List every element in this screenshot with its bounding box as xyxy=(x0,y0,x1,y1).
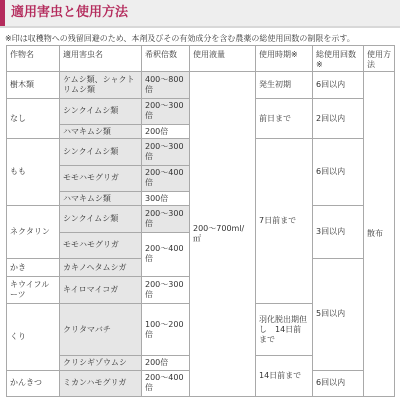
header-pest: 適用害虫名 xyxy=(60,46,142,72)
pest-cell: ケムシ類、シャクトリムシ類 xyxy=(60,72,142,98)
dilution-cell: 300倍 xyxy=(142,192,190,206)
dilution-cell: 100〜200倍 xyxy=(142,303,190,356)
crop-cell: 樹木類 xyxy=(7,72,60,98)
section-title: 適用害虫と使用方法 xyxy=(11,5,129,20)
pest-cell: シンクイムシ類 xyxy=(60,98,142,124)
pest-cell: シンクイムシ類 xyxy=(60,139,142,165)
header-count: 総使用回数※ xyxy=(313,46,364,72)
crop-cell: くり xyxy=(7,303,60,370)
table-header-row xyxy=(7,46,395,72)
pest-cell: キイロマイコガ xyxy=(60,277,142,303)
pest-cell: クリシギゾウムシ xyxy=(60,356,142,370)
pest-cell: モモハモグリガ xyxy=(60,165,142,191)
count-cell: 5回以内 xyxy=(313,259,364,371)
dilution-cell: 200〜300倍 xyxy=(142,206,190,232)
header-volume: 使用液量 xyxy=(190,46,256,72)
crop-cell: キウイフルーツ xyxy=(7,277,60,303)
timing-cell: 発生初期 xyxy=(256,72,313,98)
dilution-cell: 200倍 xyxy=(142,356,190,370)
header-crop: 作物名 xyxy=(7,46,60,72)
count-cell: 2回以内 xyxy=(313,98,364,139)
volume-cell: 200〜700ml/㎡ xyxy=(190,72,256,397)
count-cell: 3回以内 xyxy=(313,206,364,259)
crop-cell: かき xyxy=(7,259,60,277)
dilution-cell: 200〜400倍 xyxy=(142,370,190,396)
count-cell: 6回以内 xyxy=(313,370,364,396)
usage-table xyxy=(6,45,395,397)
pest-cell: ハマキムシ類 xyxy=(60,125,142,139)
header-timing: 使用時期※ xyxy=(256,46,313,72)
pest-cell: クリタマバチ xyxy=(60,303,142,356)
dilution-cell: 200〜300倍 xyxy=(142,277,190,303)
crop-cell: かんきつ xyxy=(7,370,60,396)
crop-cell: なし xyxy=(7,98,60,139)
timing-cell: 14日前まで xyxy=(256,356,313,397)
pest-cell: ハマキムシ類 xyxy=(60,192,142,206)
count-cell: 6回以内 xyxy=(313,72,364,98)
dilution-cell: 200〜400倍 xyxy=(142,165,190,191)
dilution-cell: 200〜400倍 xyxy=(142,232,190,277)
dilution-cell: 200〜300倍 xyxy=(142,139,190,165)
timing-cell: 7日前まで xyxy=(256,139,313,303)
header-method: 使用方法 xyxy=(364,46,395,72)
dilution-cell: 200倍 xyxy=(142,125,190,139)
crop-cell: もも xyxy=(7,139,60,206)
section-header xyxy=(0,0,400,28)
method-cell: 散布 xyxy=(364,72,395,397)
table-row xyxy=(7,72,395,98)
dilution-cell: 200〜300倍 xyxy=(142,98,190,124)
dilution-cell: 400〜800倍 xyxy=(142,72,190,98)
crop-cell: ネクタリン xyxy=(7,206,60,259)
header-dilution: 希釈倍数 xyxy=(142,46,190,72)
pest-cell: モモハモグリガ xyxy=(60,232,142,258)
timing-cell: 羽化脱出期但し 14日前まで xyxy=(256,303,313,356)
pest-cell: ミカンハモグリガ xyxy=(60,370,142,396)
pest-cell: シンクイムシ類 xyxy=(60,206,142,232)
section-accent-bar xyxy=(0,0,5,26)
count-cell: 6回以内 xyxy=(313,139,364,206)
pest-cell: カキノヘタムシガ xyxy=(60,259,142,277)
usage-note: ※印は収穫物への残留回避のため、本剤及びその有効成分を含む農薬の総使用回数の制限を示す。 xyxy=(5,34,355,43)
timing-cell: 前日まで xyxy=(256,98,313,139)
